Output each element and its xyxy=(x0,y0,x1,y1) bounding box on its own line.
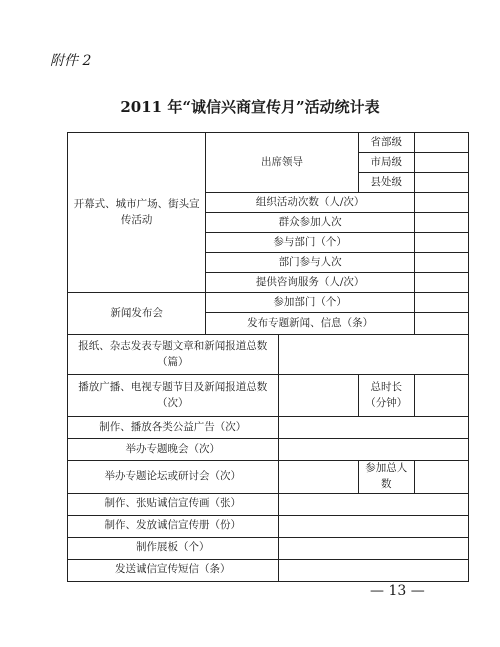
value-cell[interactable] xyxy=(278,493,468,515)
table-row xyxy=(68,461,469,494)
section-press-label: 新闻发布会 xyxy=(68,293,206,335)
value-cell[interactable] xyxy=(414,375,468,417)
value-cell[interactable] xyxy=(414,153,468,173)
table-row xyxy=(68,375,469,417)
leaders-label: 出席领导 xyxy=(206,133,358,193)
level-label: 县处级 xyxy=(358,173,414,193)
item-label: 群众参加人次 xyxy=(206,213,414,233)
item-label: 部门参与人次 xyxy=(206,253,414,273)
value-cell[interactable] xyxy=(414,213,468,233)
row-label-ads: 制作、播放各类公益广告（次） xyxy=(68,417,279,439)
item-label: 提供咨询服务（人/次） xyxy=(206,273,414,293)
value-cell[interactable] xyxy=(414,253,468,273)
table-row xyxy=(68,293,469,313)
row-label-broadcast: 播放广播、电视专题节目及新闻报道总数（次） xyxy=(68,375,279,417)
row-label-posters: 制作、张贴诚信宣传画（张） xyxy=(68,493,279,515)
level-label: 省部级 xyxy=(358,133,414,153)
row-label-boards: 制作展板（个） xyxy=(68,537,279,559)
statistics-table xyxy=(67,132,469,582)
page-number: — 13 — xyxy=(370,583,425,599)
item-label: 参与部门（个） xyxy=(206,233,414,253)
value-cell[interactable] xyxy=(278,335,468,375)
row-label-newspaper: 报纸、杂志发表专题文章和新闻报道总数（篇） xyxy=(68,335,279,375)
table-row xyxy=(68,559,469,581)
level-label: 市局级 xyxy=(358,153,414,173)
item-label: 参加部门（个） xyxy=(206,293,414,313)
value-cell[interactable] xyxy=(414,293,468,313)
value-cell[interactable] xyxy=(278,537,468,559)
row-label-participants: 参加总人数 xyxy=(358,461,414,494)
value-cell[interactable] xyxy=(278,461,358,494)
table-row xyxy=(68,515,469,537)
value-cell[interactable] xyxy=(414,461,468,494)
value-cell[interactable] xyxy=(414,133,468,153)
table-row xyxy=(68,439,469,461)
table-row xyxy=(68,493,469,515)
page-title: 2011 年“诚信兴商宣传月”活动统计表 xyxy=(120,98,380,116)
value-cell[interactable] xyxy=(414,193,468,213)
table-row xyxy=(68,417,469,439)
section-open-label: 开幕式、城市广场、街头宣传活动 xyxy=(68,133,206,293)
table-row xyxy=(68,335,469,375)
value-cell[interactable] xyxy=(278,559,468,581)
value-cell[interactable] xyxy=(414,233,468,253)
item-label: 发布专题新闻、信息（条） xyxy=(206,313,414,335)
attachment-label: 附件 2 xyxy=(50,53,92,69)
table-row xyxy=(68,537,469,559)
value-cell[interactable] xyxy=(278,417,468,439)
value-cell[interactable] xyxy=(278,515,468,537)
value-cell[interactable] xyxy=(414,273,468,293)
row-label-sms: 发送诚信宣传短信（条） xyxy=(68,559,279,581)
value-cell[interactable] xyxy=(278,439,468,461)
row-label-forum: 举办专题论坛或研讨会（次） xyxy=(68,461,279,494)
table-row xyxy=(68,133,469,153)
row-label-booklets: 制作、发放诚信宣传册（份） xyxy=(68,515,279,537)
value-cell[interactable] xyxy=(414,313,468,335)
value-cell[interactable] xyxy=(414,173,468,193)
item-label: 组织活动次数（人/次） xyxy=(206,193,414,213)
row-label-duration: 总时长（分钟） xyxy=(358,375,414,417)
value-cell[interactable] xyxy=(278,375,358,417)
row-label-party: 举办专题晚会（次） xyxy=(68,439,279,461)
